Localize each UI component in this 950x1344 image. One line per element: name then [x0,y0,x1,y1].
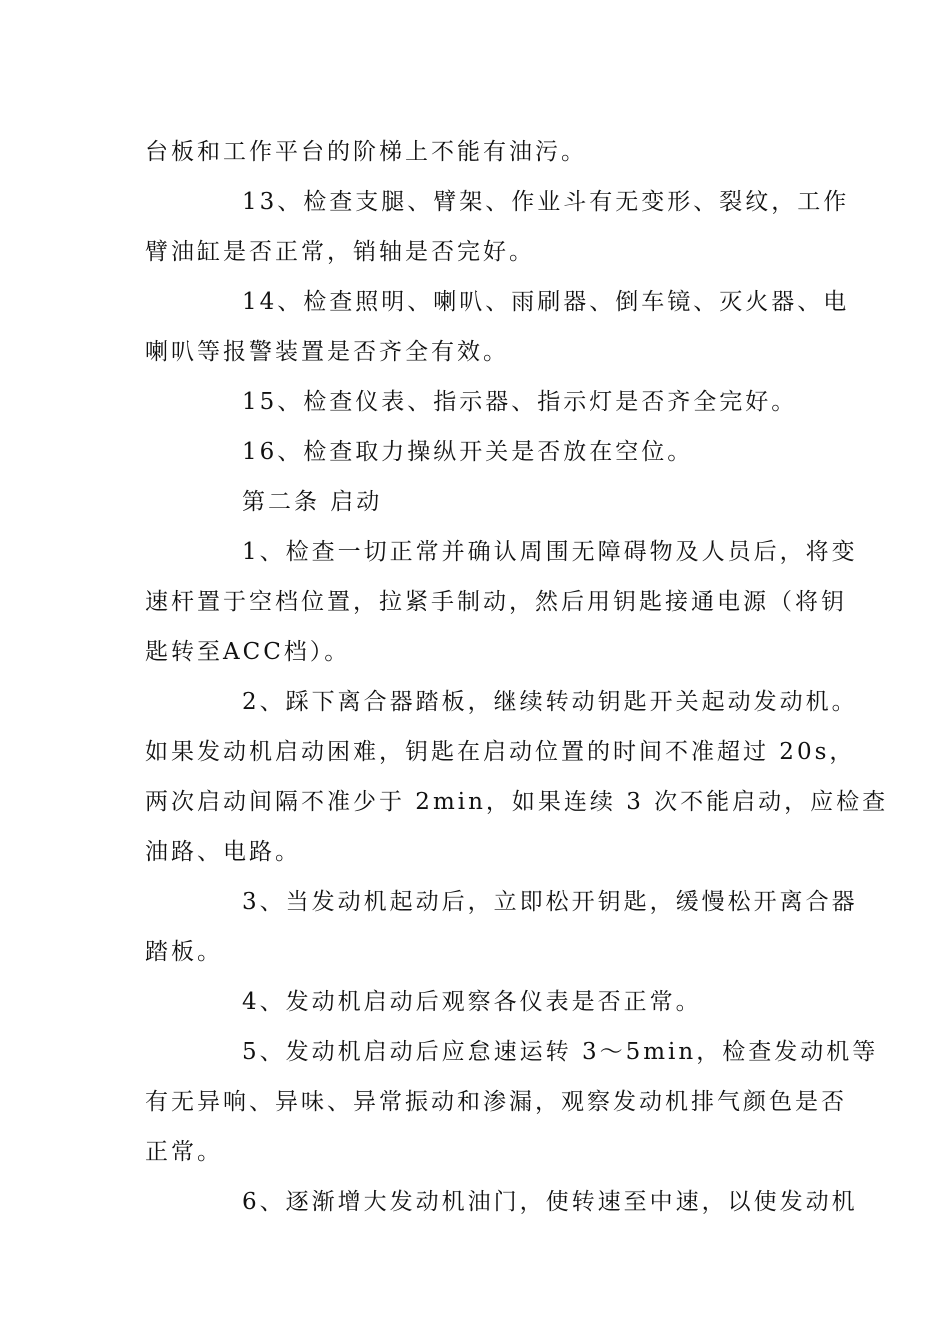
text-line: 速杆置于空档位置，拉紧手制动，然后用钥匙接通电源（将钥 [145,589,847,615]
text-line: 4、发动机启动后观察各仪表是否正常。 [242,989,702,1015]
text-line: 正常。 [145,1139,223,1165]
text-line: 2、踩下离合器踏板，继续转动钥匙开关起动发动机。 [242,689,858,715]
text-line: 15、检查仪表、指示器、指示灯是否齐全完好。 [242,389,798,415]
text-line: 14、检查照明、喇叭、雨刷器、倒车镜、灭火器、电 [242,289,850,315]
text-line: 台板和工作平台的阶梯上不能有油污。 [145,139,587,165]
text-line: 16、检查取力操纵开关是否放在空位。 [242,439,694,465]
section-heading [145,477,807,527]
text-line: 有无异响、异味、异常振动和渗漏，观察发动机排气颜色是否 [145,1089,847,1115]
text-line: 匙转至ACC档）。 [145,639,351,665]
paragraph [145,977,807,1027]
text-line: 臂油缸是否正常，销轴是否完好。 [145,239,535,265]
text-line: 3、当发动机起动后，立即松开钥匙，缓慢松开离合器 [242,889,858,915]
text-line: 两次启动间隔不准少于 2min，如果连续 3 次不能启动，应检查 [145,789,889,815]
paragraph [145,527,858,677]
paragraph [145,1027,879,1177]
paragraph [145,877,858,977]
text-line: 踏板。 [145,939,223,965]
paragraph [145,377,807,427]
paragraph [145,277,850,377]
document-body [145,127,889,1227]
paragraph [145,127,807,177]
text-line: 第二条 启动 [242,489,383,515]
paragraph [145,677,889,877]
text-line: 如果发动机启动困难，钥匙在启动位置的时间不准超过 20s， [145,739,856,765]
paragraph [145,427,807,477]
text-line: 5、发动机启动后应怠速运转 3～5min，检查发动机等 [242,1039,879,1065]
text-line: 油路、电路。 [145,839,301,865]
text-line: 6、逐渐增大发动机油门，使转速至中速，以使发动机 [242,1189,858,1215]
paragraph [145,177,850,277]
text-line: 13、检查支腿、臂架、作业斗有无变形、裂纹，工作 [242,189,850,215]
text-line: 1、检查一切正常并确认周围无障碍物及人员后，将变 [242,539,858,565]
text-line: 喇叭等报警装置是否齐全有效。 [145,339,509,365]
paragraph [145,1177,858,1227]
